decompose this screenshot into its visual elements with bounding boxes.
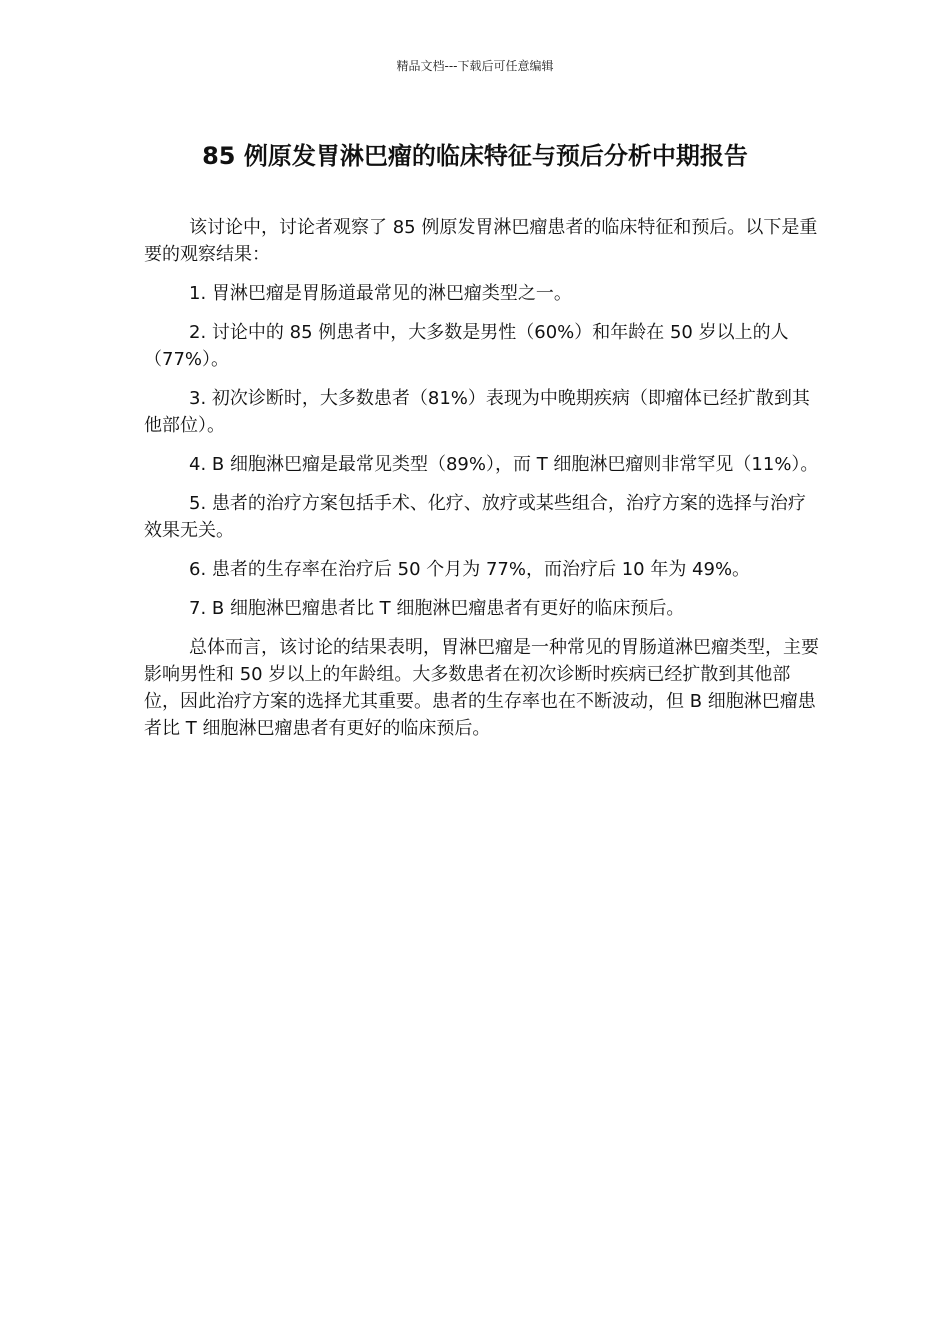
finding-2: 2. 讨论中的 85 例患者中，大多数是男性（60%）和年龄在 50 岁以上的人（77%）。 — [144, 322, 789, 370]
document-body — [144, 214, 820, 754]
conclusion-paragraph: 总体而言，该讨论的结果表明，胃淋巴瘤是一种常见的胃肠道淋巴瘤类型，主要影响男性和 50 岁以上的年龄组。大多数患者在初次诊断时疾病已经扩散到其他部位，因此治疗方案的选择尤其重要。患者的生存率也在不断波动，但 B 细胞淋巴瘤患者比 T 细胞淋巴瘤患者有更好的临床预后。 — [144, 637, 819, 739]
finding-6: 6. 患者的生存率在治疗后 50 个月为 77%，而治疗后 10 年为 49%。 — [189, 559, 751, 580]
finding-1: 1. 胃淋巴瘤是胃肠道最常见的淋巴瘤类型之一。 — [189, 283, 572, 304]
finding-5: 5. 患者的治疗方案包括手术、化疗、放疗或某些组合，治疗方案的选择与治疗效果无关。 — [144, 493, 806, 541]
document-title: 85 例原发胃淋巴瘤的临床特征与预后分析中期报告 — [202, 142, 748, 170]
finding-7: 7. B 细胞淋巴瘤患者比 T 细胞淋巴瘤患者有更好的临床预后。 — [189, 598, 685, 619]
header-note: 精品文档---下载后可任意编辑 — [396, 59, 554, 73]
finding-4: 4. B 细胞淋巴瘤是最常见类型（89%），而 T 细胞淋巴瘤则非常罕见（11%）。 — [189, 454, 819, 475]
finding-3: 3. 初次诊断时，大多数患者（81%）表现为中晚期疾病（即瘤体已经扩散到其他部位）。 — [144, 388, 810, 436]
intro-paragraph: 该讨论中，讨论者观察了 85 例原发胃淋巴瘤患者的临床特征和预后。以下是重要的观察结果： — [144, 217, 818, 265]
